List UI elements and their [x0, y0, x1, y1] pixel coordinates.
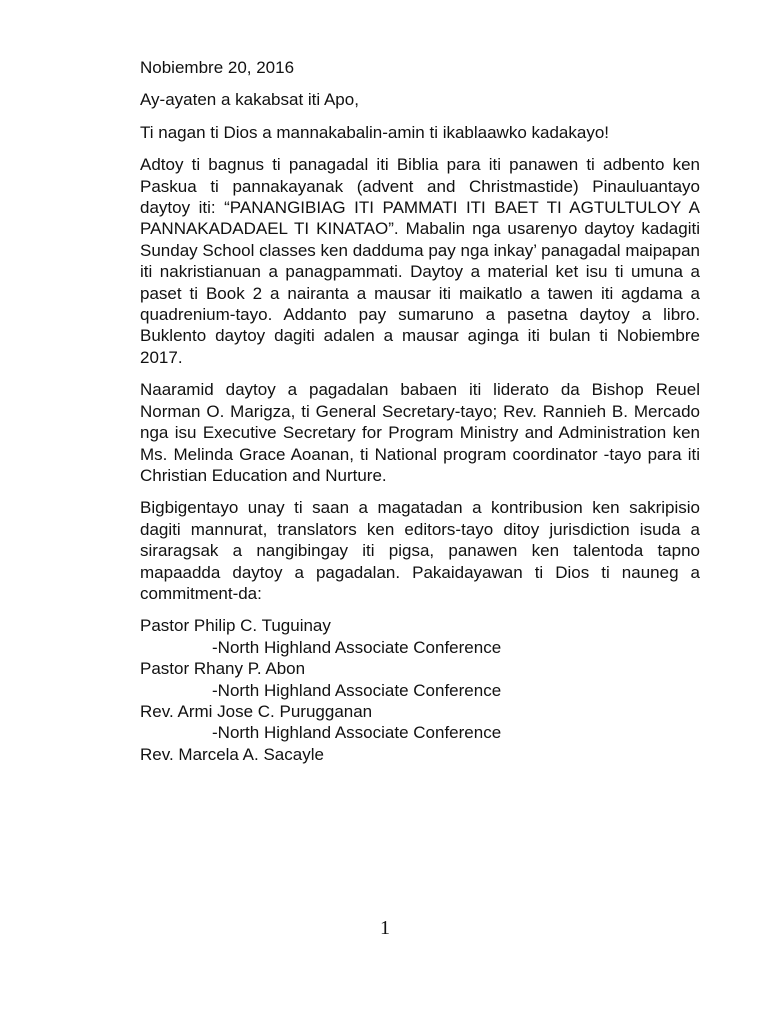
- contributor-conference: -North Highland Associate Conference: [212, 637, 502, 657]
- paragraph-study-intro: Adtoy ti bagnus ti panagadal iti Biblia para iti panawen ti adbento ken Paskua ti pannakayanak (advent and Christmastide) Pinauluantayo daytoy iti: “PANANGIBIAG ITI PAMMATI ITI BAET TI AGTULTULOY A PANNAKADADAEL TI KINATAO”. Mabalin nga usarenyo daytoy kadagiti Sunday School classes ken dadduma pay nga inkay’ panagadal maipapan iti nakristianuan a panagpammati. Daytoy a material ket isu ti umuna a paset ti Book 2 a nairanta a mausar iti maikatlo a tawen iti agdama a quadrenium-tayo. Addanto pay sumaruno a pasetna daytoy a libro. Buklento daytoy dagiti adalen a mausar aginga iti bulan ti Nobiembre 2017.: [140, 155, 700, 367]
- contributor-name: Rev. Marcela A. Sacayle: [140, 744, 324, 764]
- contributor-list: [140, 615, 700, 765]
- letter-date: Nobiembre 20, 2016: [140, 58, 295, 77]
- letter-greeting: Ay-ayaten a kakabsat iti Apo,: [140, 90, 359, 110]
- paragraph-leadership: Naaramid daytoy a pagadalan babaen iti liderato da Bishop Reuel Norman O. Marigza, ti General Secretary-tayo; Rev. Rannieh B. Mercado nga isu Executive Secretary for Program Ministry and Administration ken Ms. Melinda Grace Aoanan, ti National program coordinator -tayo para iti Christian Education and Nurture.: [140, 380, 700, 485]
- letter-body: [140, 57, 700, 765]
- contributor-name: Rev. Armi Jose C. Purugganan: [140, 701, 373, 721]
- contributor-conference: -North Highland Associate Conference: [212, 680, 502, 700]
- page-number: 1: [380, 917, 390, 939]
- contributor-conference: -North Highland Associate Conference: [212, 723, 502, 743]
- contributor-name: Pastor Philip C. Tuguinay: [140, 616, 331, 636]
- contributor-name: Pastor Rhany P. Abon: [140, 659, 306, 679]
- paragraph-acknowledgement: Bigbigentayo unay ti saan a magatadan a kontribusion ken sakripisio dagiti mannurat, translators ken editors-tayo ditoy jurisdiction isuda a siraragsak a nangibingay iti pigsa, panawen ken talentoda tapno mapaadda daytoy a pagadalan. Pakaidayawan ti Dios ti nauneg a commitment-da:: [140, 498, 700, 603]
- paragraph-opening: Ti nagan ti Dios a mannakabalin-amin ti ikablaawko kadakayo!: [140, 122, 610, 142]
